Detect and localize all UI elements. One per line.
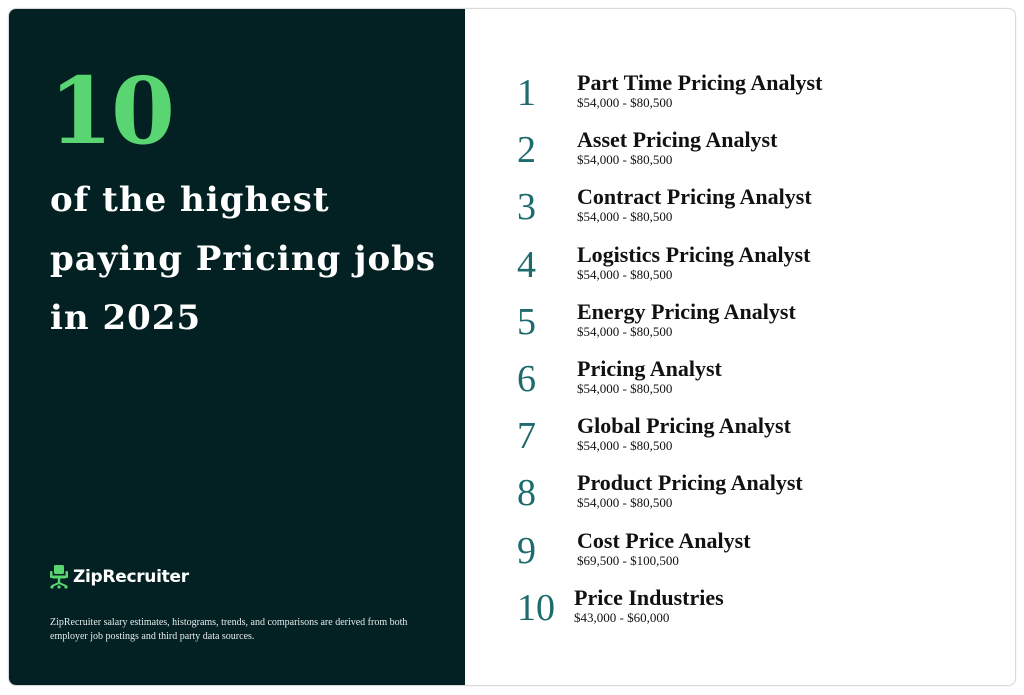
job-info: [574, 586, 724, 625]
job-title: Part Time Pricing Analyst: [577, 70, 823, 95]
job-info: [577, 128, 777, 167]
rank-number: 5: [517, 300, 536, 343]
rank-number: 3: [517, 186, 536, 229]
ziprecruiter-logo: [49, 565, 189, 589]
job-info: [577, 529, 751, 568]
job-title: Energy Pricing Analyst: [577, 298, 796, 324]
list-item: [517, 471, 977, 528]
left-panel: [9, 9, 465, 685]
salary-range: $54,000 - $80,500: [577, 152, 673, 168]
job-title: Asset Pricing Analyst: [577, 127, 778, 153]
job-title: Pricing Analyst: [577, 355, 722, 381]
job-info: [577, 71, 822, 110]
job-info: [577, 471, 803, 510]
job-info: [577, 357, 722, 396]
list-item: [517, 128, 977, 185]
job-title: Product Pricing Analyst: [577, 470, 803, 496]
headline-line: of the highest: [50, 180, 330, 220]
rank-number: 9: [517, 529, 536, 572]
rank-number: 2: [517, 129, 536, 172]
rank-number: 4: [517, 243, 536, 286]
job-info: [577, 185, 812, 224]
list-item: [517, 357, 977, 414]
salary-range: $54,000 - $80,500: [577, 209, 673, 225]
list-item: [517, 414, 977, 471]
logo-wordmark: ZipRecruiter: [73, 567, 189, 587]
salary-range: $69,500 - $100,500: [577, 552, 679, 568]
rank-number: 7: [517, 415, 536, 458]
list-item: [517, 586, 977, 643]
salary-range: $54,000 - $80,500: [577, 380, 673, 396]
headline-line: in 2025: [50, 298, 202, 338]
ziprecruiter-chair-icon: [49, 565, 69, 589]
list-item: [517, 243, 977, 300]
salary-range: $54,000 - $80,500: [577, 323, 673, 339]
salary-range: $54,000 - $80,500: [577, 495, 673, 511]
infographic-card: [8, 8, 1016, 686]
salary-range: $54,000 - $80,500: [577, 266, 673, 282]
list-item: [517, 71, 977, 128]
list-item: [517, 529, 977, 586]
job-info: [577, 243, 810, 282]
job-title: Global Pricing Analyst: [577, 413, 791, 439]
job-info: [577, 414, 791, 453]
salary-range: $43,000 - $60,000: [574, 609, 670, 625]
salary-range: $54,000 - $80,500: [577, 95, 673, 110]
disclaimer-text: ZipRecruiter salary estimates, histograms, trends, and comparisons are derived from both employer job postings and third party data sources.: [50, 617, 408, 642]
job-title: Contract Pricing Analyst: [577, 184, 812, 210]
big-number: 10: [49, 57, 174, 165]
jobs-list: [517, 71, 977, 643]
job-title: Logistics Pricing Analyst: [577, 241, 811, 267]
rank-number: 10: [517, 586, 555, 629]
rank-number: 1: [517, 72, 536, 114]
headline-line: paying Pricing jobs: [50, 239, 437, 279]
list-item: [517, 185, 977, 242]
rank-number: 8: [517, 472, 536, 515]
rank-number: 6: [517, 357, 536, 400]
job-title: Cost Price Analyst: [577, 527, 751, 553]
salary-range: $54,000 - $80,500: [577, 438, 673, 454]
list-item: [517, 300, 977, 357]
headline: [50, 171, 450, 348]
job-title: Price Industries: [574, 584, 724, 610]
job-info: [577, 300, 796, 339]
